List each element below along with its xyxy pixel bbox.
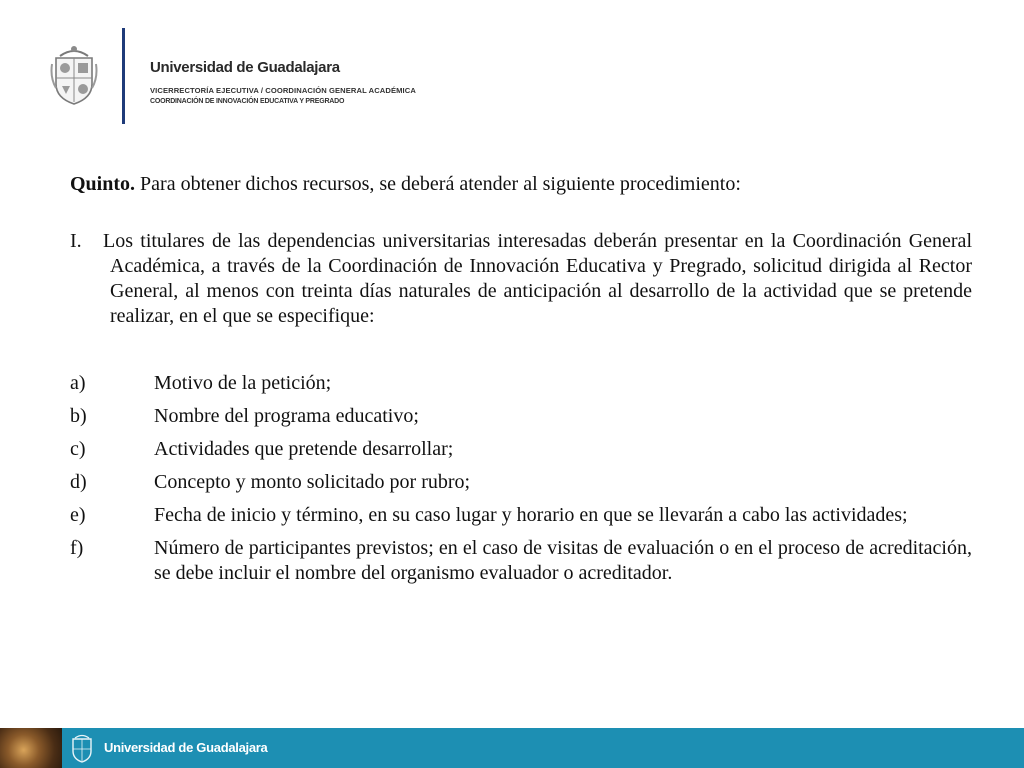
university-crest-icon: [70, 733, 94, 763]
header: [0, 0, 1024, 140]
university-crest-icon: [50, 44, 98, 106]
list-item: [70, 404, 972, 429]
header-divider: [122, 28, 125, 124]
item-i-marker: I.: [70, 230, 82, 252]
list-item-text: Concepto y monto solicitado por rubro;: [154, 471, 471, 493]
list-item-text: Actividades que pretende desarrollar;: [154, 438, 454, 460]
university-name: Universidad de Guadalajara: [150, 59, 340, 76]
list-item: [70, 371, 972, 396]
list-item: [70, 503, 972, 528]
list-item-text: Motivo de la petición;: [154, 372, 332, 394]
list-item-label: e): [70, 504, 86, 526]
list-item-label: b): [70, 405, 87, 427]
list-item: [70, 437, 972, 462]
item-i-paragraph: [70, 229, 972, 329]
list-item-text: Fecha de inicio y término, en su caso lugar y horario en que se llevarán a cabo las actividades;: [154, 504, 908, 526]
department-line-2: COORDINACIÓN DE INNOVACIÓN EDUCATIVA Y PREGRADO: [150, 98, 345, 105]
list-item-label: a): [70, 372, 86, 394]
list-item-label: f): [70, 537, 84, 559]
quinto-paragraph: [70, 172, 972, 197]
list-item-text: Nombre del programa educativo;: [154, 405, 419, 427]
list-item: [70, 470, 972, 495]
document-body: [70, 172, 972, 594]
list-item-label: d): [70, 471, 87, 493]
list-item: [70, 536, 972, 586]
requirements-list: [70, 371, 972, 586]
list-item-text: Número de participantes previstos; en el caso de visitas de evaluación o en el proceso de acreditación, se debe incluir el nombre del organismo evaluador o acreditador.: [154, 537, 972, 584]
department-line-1: VICERRECTORÍA EJECUTIVA / COORDINACIÓN GENERAL ACADÉMICA: [150, 86, 416, 95]
footer-bar: [0, 728, 1024, 768]
footer-university-name: Universidad de Guadalajara: [104, 740, 268, 755]
list-item-label: c): [70, 438, 86, 460]
quinto-text: Para obtener dichos recursos, se deberá atender al siguiente procedimiento:: [135, 173, 741, 195]
dome-photo-icon: [0, 728, 62, 768]
quinto-label: Quinto.: [70, 173, 136, 195]
item-i-text: Los titulares de las dependencias universitarias interesadas deberán presentar en la Coordinación General Académica, a través de la Coordinación de Innovación Educativa y Pregrado, solicitud dirigida al Rector General, al menos con treinta días naturales de anticipación al desarrollo de la actividad que se pretende realizar, en el que se especifique:: [103, 230, 972, 327]
